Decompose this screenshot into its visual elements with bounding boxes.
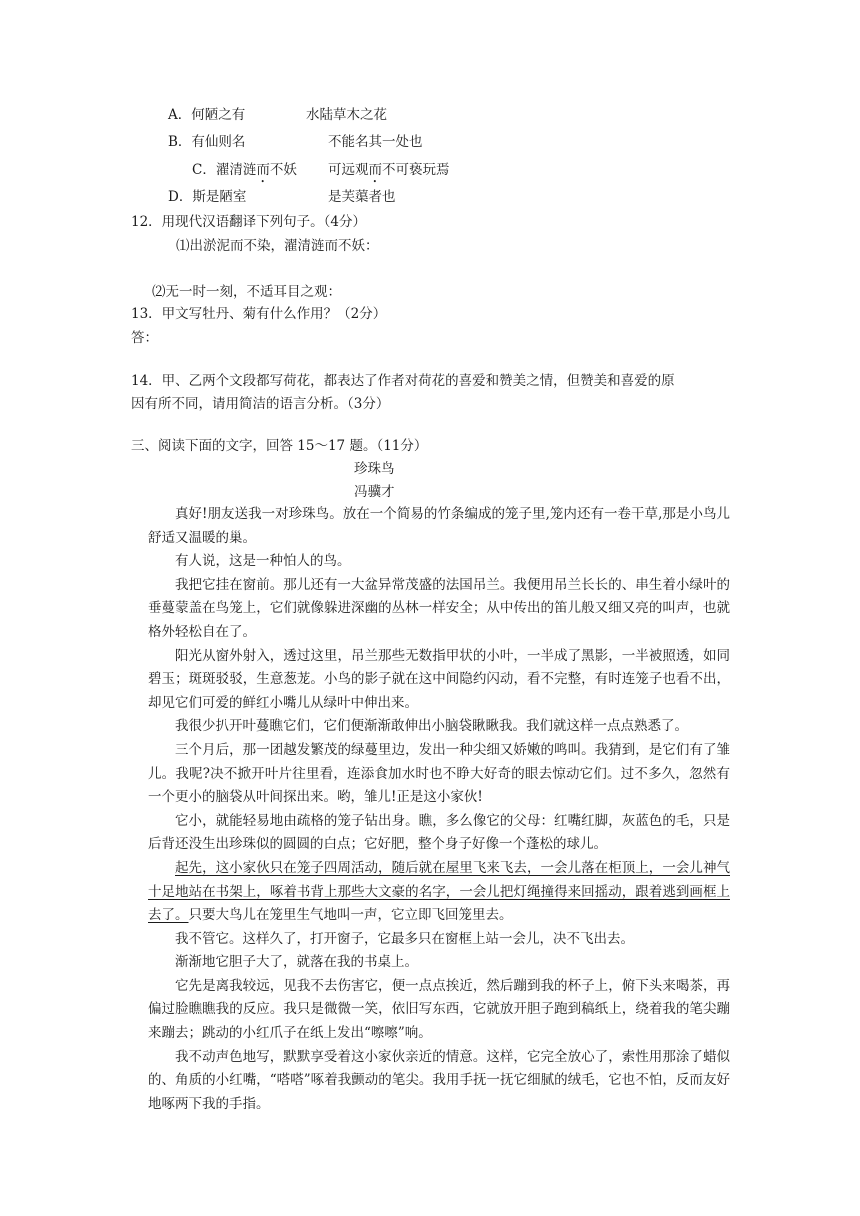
- paragraph-8-rest: 只要大鸟儿在笼里生气地叫一声，它立即飞回笼里去。: [188, 907, 513, 924]
- paragraph-12: 我不动声色地写，默默享受着这小家伙亲近的情意。这样，它完全放心了，索性用那涂了蜡似的、角质的小红嘴，“嗒嗒”啄着我颤动的笔尖。我用手抚一抚它细腻的绒毛，它也不怕，反而友好地啄两下我的手指。: [148, 1048, 730, 1112]
- q11-c-right-pre: 可远观: [328, 162, 369, 178]
- q11-option-d: [168, 188, 246, 206]
- q11-b-left: B．有仙则名: [168, 134, 246, 150]
- q11-c-left-pre: C．濯清涟: [192, 162, 257, 178]
- q13-title: 13．甲文写牡丹、菊有什么作用？（2分）: [131, 306, 387, 322]
- q12-sentence-2: ⑵无一时一刻，不适耳目之观：: [152, 284, 341, 300]
- article-author: 冯骥才: [354, 484, 395, 500]
- article-body: [148, 503, 730, 1116]
- q11-a-left: A．何陋之有: [168, 107, 246, 123]
- section-3-header: 三、阅读下面的文字，回答 15～17 题。（11分）: [131, 438, 428, 454]
- q11-d-left: D．斯是陋室: [168, 189, 247, 205]
- paragraph-11: 它先是离我较远，见我不去伤害它，便一点点挨近，然后蹦到我的杯子上，俯下头来喝茶，再偏过脸瞧瞧我的反应。我只是微微一笑，依旧写东西，它就放开胆子跑到稿纸上，绕着我的笔尖蹦来蹦去；跳动的小红爪子在纸上发出“嚓嚓”响。: [148, 977, 730, 1042]
- paragraph-8-underlined: 起先，这小家伙只在笼子四周活动，随后就在屋里飞来飞去，一会儿落在柜顶上，一会儿神气十足地站在书架上，啄着书背上那些大文豪的名字，一会儿把灯绳撞得来回摇动，跟着逃到画框上去了。: [148, 859, 730, 924]
- q11-option-b: [168, 133, 245, 151]
- q11-option-a: [168, 106, 245, 124]
- paragraph-5: 我很少扒开叶蔓瞧它们，它们便渐渐敢伸出小脑袋瞅瞅我。我们就这样一点点熟悉了。: [175, 718, 688, 735]
- q11-b-right: [328, 133, 423, 151]
- q14-line-1: 14．甲、乙两个文段都写荷花，都表达了作者对荷花的喜爱和赞美之情，但赞美和喜爱的原: [131, 373, 675, 389]
- q14-line-2: 因有所不同，请用简洁的语言分析。（3分）: [131, 396, 390, 412]
- q11-c-right-post: 不可亵玩焉: [382, 162, 450, 178]
- q11-b-right-text: 不能名其一处也: [328, 134, 423, 150]
- paragraph-10: 渐渐地它胆子大了，就落在我的书桌上。: [175, 954, 418, 971]
- article-title: 珍珠鸟: [354, 461, 395, 477]
- q11-d-right-text: 是芙蕖者也: [328, 189, 396, 205]
- paragraph-8: [148, 857, 730, 928]
- paragraph-9: 我不管它。这样久了，打开窗子，它最多只在窗框上站一会儿，决不飞出去。: [175, 930, 634, 947]
- q11-c-right-dot: 而: [368, 162, 382, 178]
- paragraph-6: 三个月后，那一团越发繁茂的绿蔓里边，发出一种尖细又娇嫩的鸣叫。我猜到，是它们有了雏儿。我呢?决不掀开叶片往里看，连添食加水时也不睁大好奇的眼去惊动它们。过不多久，忽然有一个更小的脑袋从叶间探出来。哟，雏儿!正是这小家伙!: [148, 741, 730, 806]
- q13-answer-label: 答：: [131, 330, 158, 346]
- paragraph-3: 我把它挂在窗前。那儿还有一大盆异常茂盛的法国吊兰。我便用吊兰长长的、串生着小绿叶的垂蔓蒙盖在鸟笼上，它们就像躲进深幽的丛林一样安全；从中传出的笛儿般又细又亮的叫声，也就格外轻松自在了。: [148, 576, 730, 640]
- q11-a-right-text: 水陆草木之花: [306, 107, 387, 123]
- q12-title: 12．用现代汉语翻译下列句子。（4分）: [131, 214, 367, 230]
- q11-c-left-post: 不妖: [269, 162, 297, 178]
- paragraph-4: 阳光从窗外射入，透过这里，吊兰那些无数指甲状的小叶，一半成了黑影，一半被照透，如同碧玉；斑斑驳驳，生意葱茏。小鸟的影子就在这中间隐约闪动，看不完整，有时连笼子也看不出，却见它们可爱的鲜红小嘴儿从绿叶中伸出来。: [148, 647, 730, 711]
- q12-sentence-1: ⑴出淤泥而不染，濯清涟而不妖：: [176, 238, 379, 254]
- q11-a-right: [306, 106, 387, 124]
- paragraph-7: 它小，就能轻易地由疏格的笼子钻出身。瞧，多么像它的父母：红嘴红脚，灰蓝色的毛，只是后背还没生出珍珠似的圆圆的白点；它好肥，整个身子好像一个蓬松的球儿。: [148, 812, 730, 853]
- q11-c-left-dot: 而: [256, 162, 270, 178]
- paragraph-1: 真好!朋友送我一对珍珠鸟。放在一个简易的竹条编成的笼子里,笼内还有一卷干草,那是小鸟儿舒适又温暖的巢。: [148, 506, 730, 546]
- paragraph-2: 有人说，这是一种怕人的鸟。: [175, 553, 351, 570]
- q11-option-c: [192, 161, 297, 186]
- q11-c-right: [328, 161, 450, 186]
- q11-d-right: [328, 188, 396, 206]
